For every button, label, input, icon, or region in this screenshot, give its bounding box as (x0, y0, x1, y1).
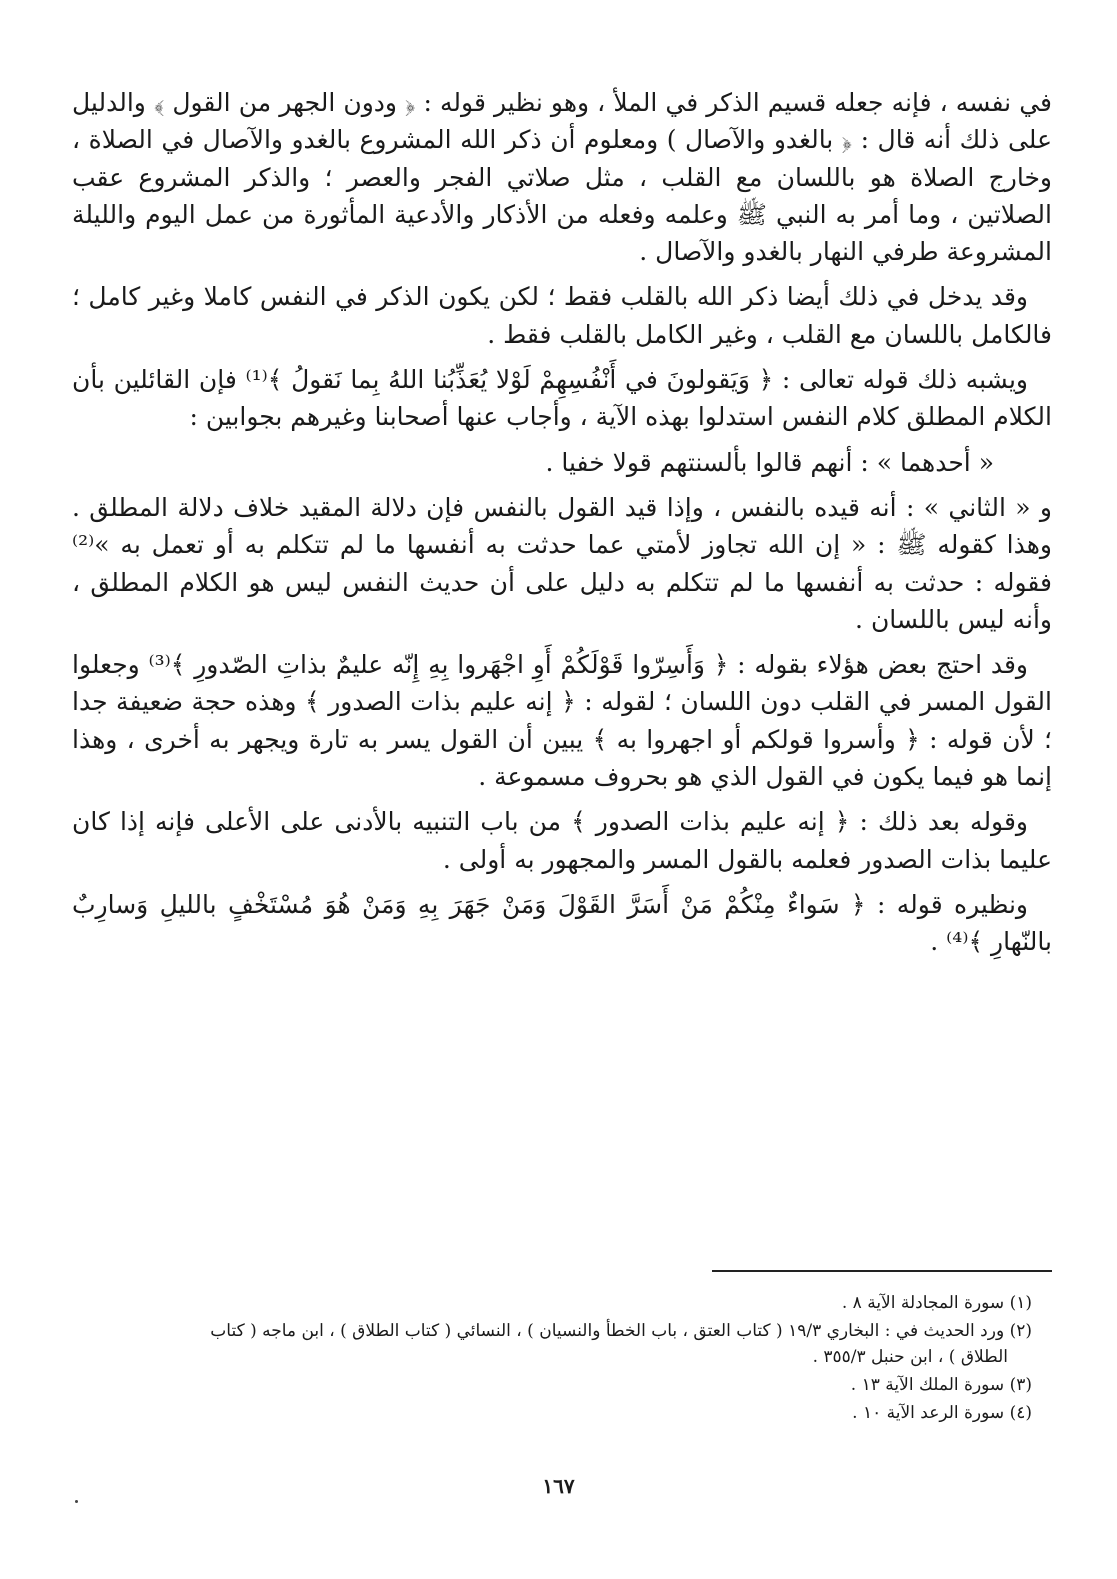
scan-speck (75, 1500, 78, 1503)
footnote-1-text: (١) سورة المجادلة الآية ٨ . (841, 1293, 1032, 1313)
page-body (72, 84, 1052, 969)
paragraph-3: ويشبه ذلك قوله تعالى : ﴿ وَيَقولونَ في أَنْفُسِهِمْ لَوْلا يُعَذِّبُنا اللهُ بِما نَقولُ ﴾⁽¹⁾ فإن القائلين بأن الكلام المطلق كلام النفس استدلوا بهذه الآية ، وأجاب عنها أصحابنا وغيرهم بجوابين : (72, 365, 1052, 432)
page-number: ١٦٧ (542, 1474, 575, 1498)
footnote-divider (712, 1270, 1052, 1272)
footnote-2 (92, 1318, 1032, 1370)
footnote-2-text: (٢) ورد الحديث في : البخاري ١٩/٣ ( كتاب العتق ، باب الخطأ والنسيان ) ، النسائي ( كتاب الطلاق ) ، ابن ماجه ( كتاب (210, 1321, 1032, 1341)
paragraph-4: « أحدهما » : أنهم قالوا بألسنتهم قولا خفيا . (545, 447, 994, 477)
footnote-4 (92, 1400, 1032, 1426)
paragraph-7: وقوله بعد ذلك : ﴿ إنه عليم بذات الصدور ﴾ من باب التنبيه بالأدنى على الأعلى فإنه إذا كان عليما بذات الصدور فعلمه بالقول المسر والمجهور به أولى . (72, 807, 1052, 874)
paragraph-6: وقد احتج بعض هؤلاء بقوله : ﴿ وَأَسِرّوا قَوْلَكُمْ أَوِ اجْهَروا بِهِ إِنّه عليمٌ بذاتِ الصّدورِ ﴾⁽³⁾ وجعلوا القول المسر في القلب دون اللسان ؛ لقوله : ﴿ إنه عليم بذات الصدور ﴾ وهذه حجة ضعيفة جدا ؛ لأن قوله : ﴿ وأسروا قولكم أو اجهروا به ﴾ يبين أن القول يسر به تارة ويجهر به أخرى ، وهذا إنما هو فيما يكون في القول الذي هو بحروف مسموعة . (72, 650, 1052, 792)
paragraph-1: في نفسه ، فإنه جعله قسيم الذكر في الملأ ، وهو نظير قوله : ﴿ ودون الجهر من القول ﴾ والدليل على ذلك أنه قال : ﴿ بالغدو والآصال ) ومعلوم أن ذكر الله المشروع بالغدو والآصال في الصلاة ، وخارج الصلاة هو باللسان مع القلب ، مثل صلاتي الفجر والعصر ؛ والذكر المشروع عقب الصلاتين ، وما أمر به النبي ﷺ وعلمه وفعله من الأذكار والأدعية المأثورة من عمل اليوم والليلة المشروعة طرفي النهار بالغدو والآصال . (72, 88, 1052, 267)
paragraph-8: ونظيره قوله : ﴿ سَواءٌ مِنْكُمْ مَنْ أَسَرَّ القَوْلَ وَمَنْ جَهَرَ بِهِ وَمَنْ هُوَ مُسْتَخْفٍ بالليلِ وَسارِبٌ بالنّهارِ ﴾⁽⁴⁾ . (72, 889, 1052, 957)
paragraph-2: وقد يدخل في ذلك أيضا ذكر الله بالقلب فقط ؛ لكن يكون الذكر في النفس كاملا وغير كامل ؛ فالكامل باللسان مع القلب ، وغير الكامل بالقلب فقط . (72, 282, 1052, 349)
footnote-2-continuation: الطلاق ) ، ابن حنبل ٣٥٥/٣ . (812, 1347, 1008, 1367)
paragraph-5: و « الثاني » : أنه قيده بالنفس ، وإذا قيد القول بالنفس فإن دلالة المقيد خلاف دلالة المطلق . وهذا كقوله ﷺ : « إن الله تجاوز لأمتي عما حدثت به أنفسها ما لم تتكلم به أو تعمل به »⁽²⁾ فقوله : حدثت به أنفسها ما لم تتكلم به دليل على أن حديث النفس ليس هو الكلام المطلق ، وأنه ليس باللسان . (72, 492, 1052, 634)
footnote-4-text: (٤) سورة الرعد الآية ١٠ . (852, 1403, 1032, 1423)
footnote-1 (92, 1290, 1032, 1316)
footnote-3-text: (٣) سورة الملك الآية ١٣ . (850, 1375, 1032, 1395)
footnotes (92, 1290, 1032, 1428)
footnote-3 (92, 1372, 1032, 1398)
